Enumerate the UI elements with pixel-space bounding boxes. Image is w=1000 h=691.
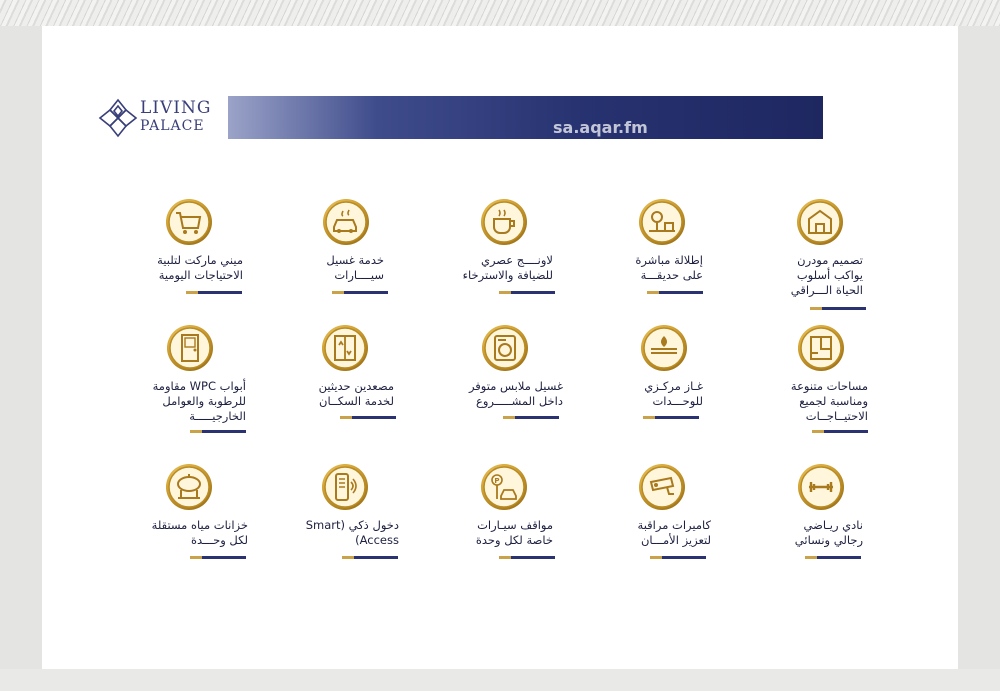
underline-accent (643, 416, 699, 419)
feature-smart-access (249, 462, 399, 582)
brand-name-line2: PALACE (140, 118, 205, 134)
feature-label: لاونــــج عصري للضيافة والاسترخاء (462, 253, 553, 282)
feature-varied-spaces (718, 323, 868, 443)
feature-lounge (403, 197, 553, 317)
feature-laundry (413, 323, 563, 443)
svg-text:P: P (494, 477, 500, 485)
right-margin (958, 26, 1000, 691)
underline-accent (499, 291, 555, 294)
underline-accent (342, 556, 398, 559)
feature-parking (403, 462, 553, 582)
feature-central-gas (553, 323, 703, 443)
underline-accent (190, 430, 246, 433)
feature-label: خدمة غسيل سيــــارات (326, 253, 384, 282)
smart-access-icon (320, 462, 370, 512)
underline-accent (503, 416, 559, 419)
feature-label: ميني ماركت لتلبية الاحتياجات اليومية (157, 253, 243, 282)
feature-elevators (244, 323, 394, 443)
feature-label: مصعدين حديثين لخدمة السكــان (318, 379, 394, 408)
underline-accent (805, 556, 861, 559)
feature-label: مساحات متنوعة ومناسبة لجميع الاحتيــاجــات (790, 379, 868, 423)
coffee-cup-icon (479, 197, 529, 247)
door-icon (165, 323, 215, 373)
feature-label: دخول ذكي (Smart Access) (305, 518, 399, 547)
feature-label: نادي ريـاضي رجالي ونسائي (794, 518, 863, 547)
parking-icon (479, 462, 529, 512)
feature-label: خزانات مياه مستقلة لكل وحـــدة (151, 518, 248, 547)
underline-accent (499, 556, 555, 559)
feature-label: غـاز مركـزي للوحـــدات (644, 379, 703, 408)
fitness-club-icon (796, 462, 846, 512)
underline-accent (190, 556, 246, 559)
brand-logo (96, 96, 226, 140)
feature-label: غسيل ملابس متوفر داخل المشـــــروع (468, 379, 563, 408)
feature-label: مواقف سيـارات خاصة لكل وحدة (475, 518, 553, 547)
house-design-icon (795, 197, 845, 247)
underline-accent (810, 307, 866, 310)
feature-car-wash (234, 197, 384, 317)
feature-wpc-doors (96, 323, 246, 443)
feature-label: كاميرات مراقبة لتعزيز الأمـــان (637, 518, 711, 547)
top-texture (0, 0, 1000, 26)
water-tank-icon (164, 462, 214, 512)
header-banner (228, 96, 823, 139)
shopping-cart-icon (164, 197, 214, 247)
feature-label: أبواب WPC مقاومة للرطوبة والعوامل الخارجيـــــة (152, 379, 246, 423)
floor-plan-icon (796, 323, 846, 373)
underline-accent (332, 291, 388, 294)
bottom-margin (0, 669, 1000, 691)
underline-accent (186, 291, 242, 294)
brand-name-line1: LIVING (140, 98, 212, 118)
feature-fitness-club (713, 462, 863, 582)
elevator-icon (320, 323, 370, 373)
washing-machine-icon (480, 323, 530, 373)
car-wash-icon (321, 197, 371, 247)
feature-garden-view (553, 197, 703, 317)
underline-accent (812, 430, 868, 433)
gas-pipe-icon (639, 323, 689, 373)
feature-cctv (561, 462, 711, 582)
diamond-logo-icon (96, 96, 140, 140)
garden-view-icon (637, 197, 687, 247)
security-camera-icon (637, 462, 687, 512)
left-margin (0, 26, 42, 691)
feature-label: إطلالة مباشرة على حديقـــة (635, 253, 703, 282)
underline-accent (647, 291, 703, 294)
feature-mini-market (93, 197, 243, 317)
feature-water-tanks (98, 462, 248, 582)
underline-accent (340, 416, 396, 419)
watermark: sa.aqar.fm (553, 118, 648, 137)
feature-modern-design (713, 197, 863, 317)
feature-label: تصميم مودرن يواكب أسلوب الحياة الـــراقي (790, 253, 863, 297)
underline-accent (650, 556, 706, 559)
